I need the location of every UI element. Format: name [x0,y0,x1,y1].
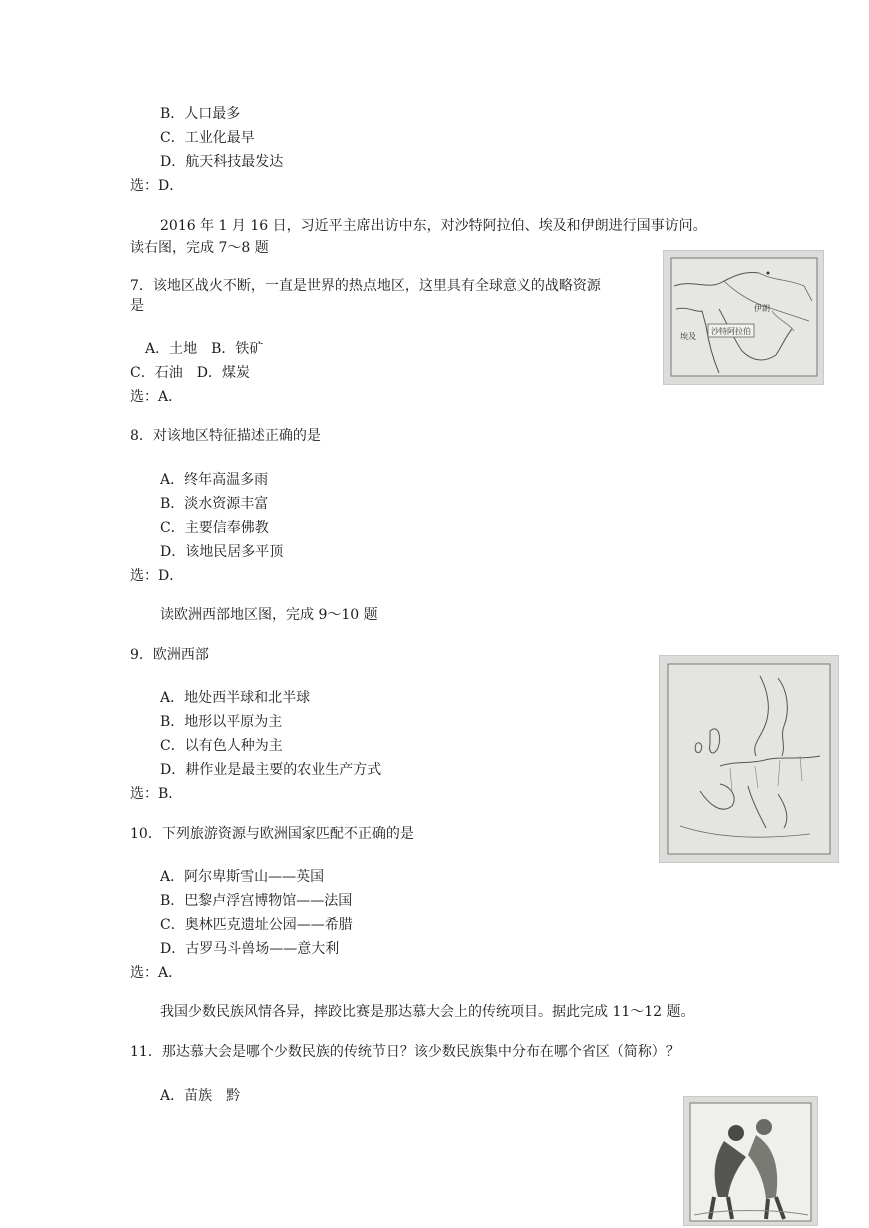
q10-option-a: A．阿尔卑斯雪山——英国 [160,869,325,885]
q9-stem: 9．欧洲西部 [130,647,209,663]
q10-option-d: D．古罗马斗兽场——意大利 [160,941,340,957]
q7-options-cd: C．石油 D．煤炭 [130,365,250,381]
middle-east-map [663,250,824,385]
q8-stem: 8．对该地区特征描述正确的是 [130,428,321,444]
intro-9-10: 读欧洲西部地区图，完成 9～10 题 [160,607,378,623]
label-iran: 伊朗 [754,304,770,313]
q6-option-d: D．航天科技最发达 [160,154,284,170]
q8-option-d: D．该地民居多平顶 [160,544,284,560]
q7-stem-line2: 是 [130,298,144,314]
q9-option-d: D．耕作业是最主要的农业生产方式 [160,762,382,778]
q9-answer: 选：B． [130,786,183,802]
wrestling-photo [683,1096,818,1226]
q10-option-b: B．巴黎卢浮宫博物馆——法国 [160,893,353,909]
q8-option-b: B．淡水资源丰富 [160,496,269,512]
q7-answer: 选：A． [130,389,183,405]
q6-option-b: B．人口最多 [160,106,241,122]
q6-option-c: C．工业化最早 [160,130,255,146]
q11-stem: 11．那达慕大会是哪个少数民族的传统节日？该少数民族集中分布在哪个省区（简称）？ [130,1044,680,1060]
q10-option-c: C．奥林匹克遗址公园——希腊 [160,917,353,933]
q6-answer: 选：D． [130,178,184,194]
q9-option-c: C．以有色人种为主 [160,738,283,754]
intro-7-8-line2: 读右图，完成 7～8 题 [130,240,269,256]
intro-11-12: 我国少数民族风情各异，摔跤比赛是那达慕大会上的传统项目。据此完成 11～12 题。 [160,1004,695,1020]
q10-stem: 10．下列旅游资源与欧洲国家匹配不正确的是 [130,826,414,842]
q11-option-a: A．苗族 黔 [160,1088,241,1104]
q9-option-a: A．地处西半球和北半球 [160,690,311,706]
q8-option-c: C．主要信奉佛教 [160,520,269,536]
label-egypt: 埃及 [680,332,696,341]
q7-stem-line1: 7．该地区战火不断，一直是世界的热点地区，这里具有全球意义的战略资源 [130,278,601,294]
q8-option-a: A．终年高温多雨 [160,472,269,488]
intro-7-8-line1: 2016 年 1 月 16 日，习近平主席出访中东，对沙特阿拉伯、埃及和伊朗进行国事访问。 [160,218,707,234]
western-europe-map [659,655,839,863]
label-saudi-arabia: 沙特阿拉伯 [711,327,751,336]
q8-answer: 选：D． [130,568,184,584]
q7-options-ab: A．土地 B．铁矿 [145,341,264,357]
q10-answer: 选：A． [130,965,183,981]
q9-option-b: B．地形以平原为主 [160,714,283,730]
